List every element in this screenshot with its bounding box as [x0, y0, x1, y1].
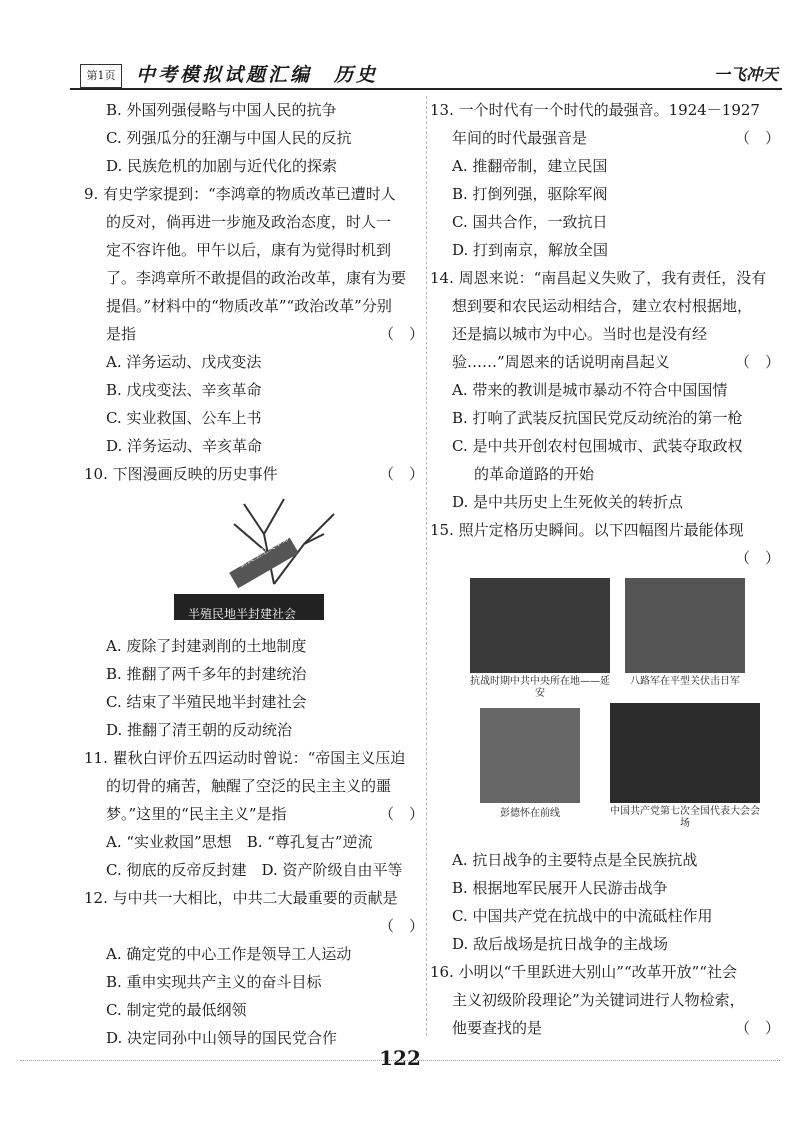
page-number: 122: [379, 1046, 421, 1070]
q10-cartoon: [174, 494, 374, 624]
cartoon-sign: 半殖民地半封建社会: [188, 607, 297, 621]
q14-answer-paren[interactable]: （ ）: [734, 353, 780, 371]
q9-line-end: 是指: [106, 325, 137, 343]
q8-option-b: B. 外国列强侵略与中国人民的抗争: [106, 101, 337, 119]
q12-option-b: B. 重申实现共产主义的奋斗目标: [106, 973, 322, 991]
q9-line: 的反对，倘再进一步施及政治态度，时人一: [106, 213, 392, 231]
q9-option-c: C. 实业救国、公车上书: [106, 409, 262, 427]
q11-line: 11. 瞿秋白评价五四运动时曾说：“帝国主义压迫: [84, 749, 406, 767]
cartoon-axe-label: 新民主主义革命: [237, 533, 291, 570]
q13-line: 13. 一个时代有一个时代的最强音。1924－1927: [430, 101, 760, 119]
photo-caption: 八路军在平型关伏击日军: [630, 676, 740, 687]
q14-line: [430, 348, 780, 376]
q9-option-a: A. 洋务运动、戊戌变法: [106, 353, 262, 371]
q15-answer-paren[interactable]: （ ）: [734, 549, 780, 567]
q13-line: [430, 124, 780, 152]
q10-stem-text: 10. 下图漫画反映的历史事件: [84, 465, 278, 483]
q10-option-d: D. 推翻了清王朝的反动统治: [106, 721, 293, 739]
q12-option-d: D. 决定同孙中山领导的国民党合作: [106, 1029, 338, 1047]
q15-photos: [470, 578, 780, 838]
q16-line-end: 他要查找的是: [452, 1019, 543, 1037]
q9-line: 了。李鸿章所不敢提倡的政治改革，康有为要: [106, 269, 407, 287]
q11-options-cd: C. 彻底的反帝反封建 D. 资产阶级自由平等: [106, 861, 403, 879]
q11-options-ab: A. “实业救国”思想 B. “尊孔复古”逆流: [106, 833, 373, 851]
q15-option-a: A. 抗日战争的主要特点是全民族抗战: [452, 851, 698, 869]
q10-stem: [84, 460, 424, 488]
q12-option-a: A. 确定党的中心工作是领导工人运动: [106, 945, 352, 963]
q15-option-c: C. 中国共产党在抗战中的中流砥柱作用: [452, 907, 713, 925]
q14-line: 14. 周恩来说：“南昌起义失败了，我有责任，没有: [430, 269, 767, 287]
photo-caption: 抗战时期中共中央所在地——延安: [470, 676, 610, 699]
q14-line-end: 验……”周恩来的话说明南昌起义: [452, 353, 670, 371]
q13-option-b: B. 打倒列强，驱除军阀: [452, 185, 608, 203]
q8-option-c: C. 列强瓜分的狂潮与中国人民的反抗: [106, 129, 352, 147]
q14-line: 还是搞以城市为中心。当时也是没有经: [452, 325, 708, 343]
left-column: [84, 96, 424, 1052]
photo-yanan: [470, 578, 610, 673]
q13-option-d: D. 打到南京，解放全国: [452, 241, 609, 259]
q10-option-b: B. 推翻了两千多年的封建统治: [106, 665, 307, 683]
q14-line: 想到要和农民运动相结合，建立农村根据地，: [452, 297, 753, 315]
q15-stem: 15. 照片定格历史瞬间。以下四幅图片最能体现: [430, 521, 744, 539]
q14-option-b: B. 打响了武装反抗国民党反动统治的第一枪: [452, 409, 743, 427]
q11-line: [84, 800, 424, 828]
q9-line: 9. 有史学家提到：“李鸿章的物质改革已遭时人: [84, 185, 396, 203]
q13-line-end: 年间的时代最强音是: [452, 129, 588, 147]
q9-option-d: D. 洋务运动、辛亥革命: [106, 437, 263, 455]
q11-answer-paren[interactable]: （ ）: [378, 805, 424, 823]
column-divider: [426, 96, 427, 1036]
header-title: 中考模拟试题汇编 历史: [136, 64, 379, 86]
photo-caption: 中国共产党第七次全国代表大会会场: [610, 806, 760, 829]
q11-line: 的切骨的痛苦，触醒了空泛的民主主义的噩: [106, 777, 392, 795]
q8-option-d: D. 民族危机的加剧与近代化的探索: [106, 157, 338, 175]
q12-stem: 12. 与中共一大相比，中共二大最重要的贡献是: [84, 889, 398, 907]
q9-line: [84, 320, 424, 348]
q13-answer-paren[interactable]: （ ）: [734, 129, 780, 147]
q14-option-a: A. 带来的教训是城市暴动不符合中国国情: [452, 381, 728, 399]
q14-option-d: D. 是中共历史上生死攸关的转折点: [452, 493, 684, 511]
q13-option-c: C. 国共合作，一致抗日: [452, 213, 608, 231]
q16-line: [430, 1014, 780, 1042]
q11-line-end: 梦。”这里的“民主主义”是指: [106, 805, 287, 823]
right-column: [430, 96, 780, 1042]
q16-answer-paren[interactable]: （ ）: [734, 1019, 780, 1037]
logo: 第1页: [80, 64, 122, 88]
photo-pingxingguan: [625, 578, 745, 673]
q15-option-d: D. 敌后战场是抗日战争的主战场: [452, 935, 669, 953]
q9-option-b: B. 戊戌变法、辛亥革命: [106, 381, 262, 399]
q13-option-a: A. 推翻帝制，建立民国: [452, 157, 608, 175]
page-header: [70, 58, 782, 90]
q10-option-a: A. 废除了封建剥削的土地制度: [106, 637, 307, 655]
q12-option-c: C. 制定党的最低纲领: [106, 1001, 247, 1019]
q16-line: 主义初级阶段理论”为关键词进行人物检索，: [452, 991, 745, 1009]
photo-seventh-congress: [610, 703, 760, 803]
q10-answer-paren[interactable]: （ ）: [378, 465, 424, 483]
photo-caption: 彭德怀在前线: [500, 808, 560, 819]
q14-option-c-cont: 的革命道路的开始: [474, 465, 595, 483]
brand: 一飞冲天: [713, 65, 778, 84]
q16-line: 16. 小明以“千里跃进大别山”“改革开放”“社会: [430, 963, 737, 981]
q15-option-b: B. 根据地军民展开人民游击战争: [452, 879, 668, 897]
q9-line: 定不容许他。甲午以后，康有为觉得时机到: [106, 241, 392, 259]
q9-line: 提倡。”材料中的“物质改革”“政治改革”分别: [106, 297, 392, 315]
photo-peng-dehuai: [480, 708, 580, 803]
q14-option-c: C. 是中共开创农村包围城市、武装夺取政权: [452, 437, 743, 455]
q9-answer-paren[interactable]: （ ）: [378, 325, 424, 343]
q12-answer-paren[interactable]: （ ）: [378, 917, 424, 935]
q10-option-c: C. 结束了半殖民地半封建社会: [106, 693, 307, 711]
